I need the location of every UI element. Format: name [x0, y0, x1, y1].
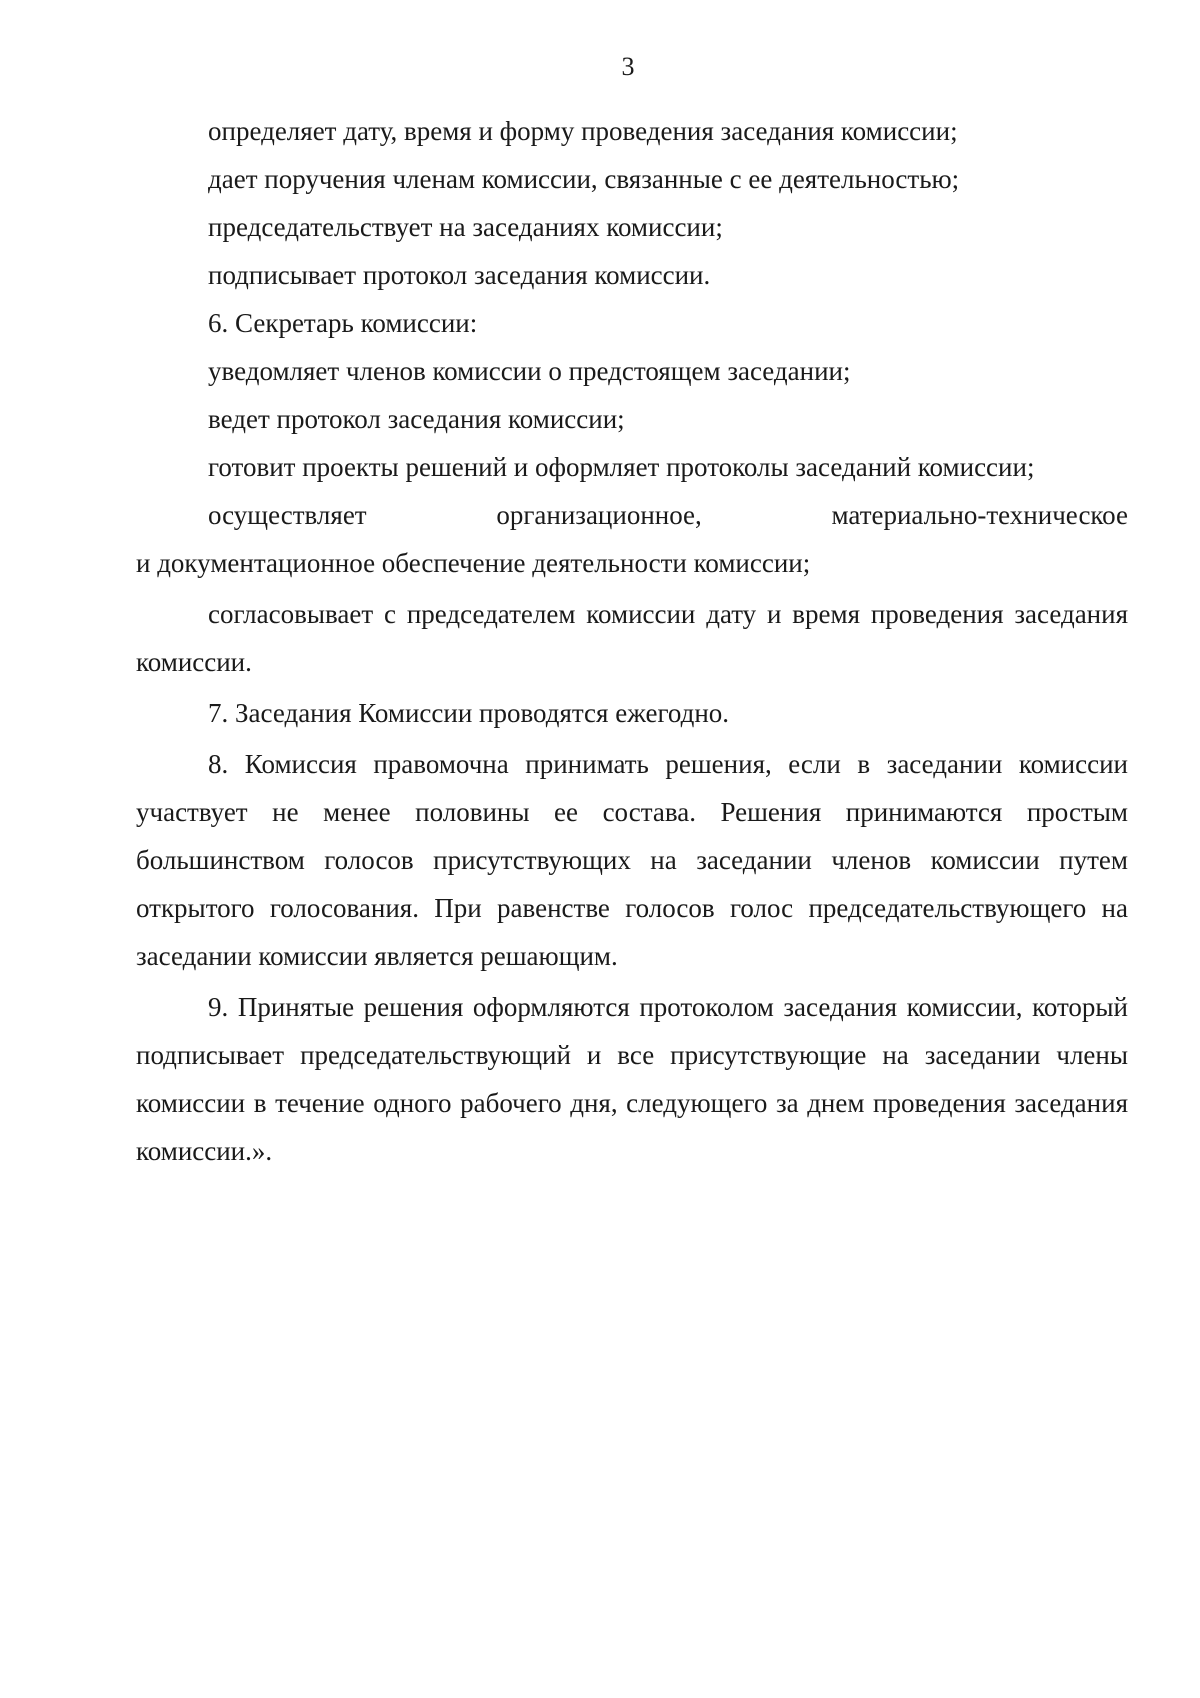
word-organizational: организационное,: [496, 500, 702, 530]
paragraph-secretary-support-line2: и документационное обеспечение деятельности комиссии;: [136, 548, 811, 578]
paragraph-chair-duty-instructions: дает поручения членам комиссии, связанные с ее деятельностью;: [208, 164, 960, 194]
paragraph-item-9: 9. Принятые решения оформляются протоколом заседания комиссии, который подписывает председательствующий и все присутствующие на заседании члены комиссии в течение одного рабочего дня, следующего за днем проведения заседания комиссии.».: [136, 992, 1128, 1166]
paragraph-chair-duty-preside: председательствует на заседаниях комиссии;: [208, 212, 723, 242]
paragraph-secretary-minutes: ведет протокол заседания комиссии;: [208, 404, 625, 434]
paragraph-secretary-agree: согласовывает с председателем комиссии дату и время проведения заседания комиссии.: [136, 599, 1128, 677]
paragraph-item-7: 7. Заседания Комиссии проводятся ежегодно.: [208, 698, 730, 728]
paragraph-secretary-notify: уведомляет членов комиссии о предстоящем заседании;: [208, 356, 851, 386]
page-number: 3: [621, 52, 635, 81]
paragraph-secretary-drafts: готовит проекты решений и оформляет протоколы заседаний комиссии;: [208, 452, 1035, 482]
document-body: [136, 107, 1128, 1175]
paragraph-chair-duty-date: определяет дату, время и форму проведения заседания комиссии;: [208, 116, 958, 146]
word-support-verb: осуществляет: [208, 500, 367, 530]
paragraph-item-8: 8. Комиссия правомочна принимать решения, если в заседании комиссии участвует не менее половины ее состава. Решения принимаются простым большинством голосов присутствующих на заседании членов комиссии путем открытого голосования. При равенстве голосов голос председательствующего на заседании комиссии является решающим.: [136, 749, 1128, 971]
paragraph-secretary-support-line1: [136, 491, 1128, 539]
paragraph-chair-duty-sign: подписывает протокол заседания комиссии.: [208, 260, 711, 290]
paragraph-secretary-heading: 6. Секретарь комиссии:: [208, 308, 478, 338]
word-material-technical: материально-техническое: [831, 500, 1128, 530]
